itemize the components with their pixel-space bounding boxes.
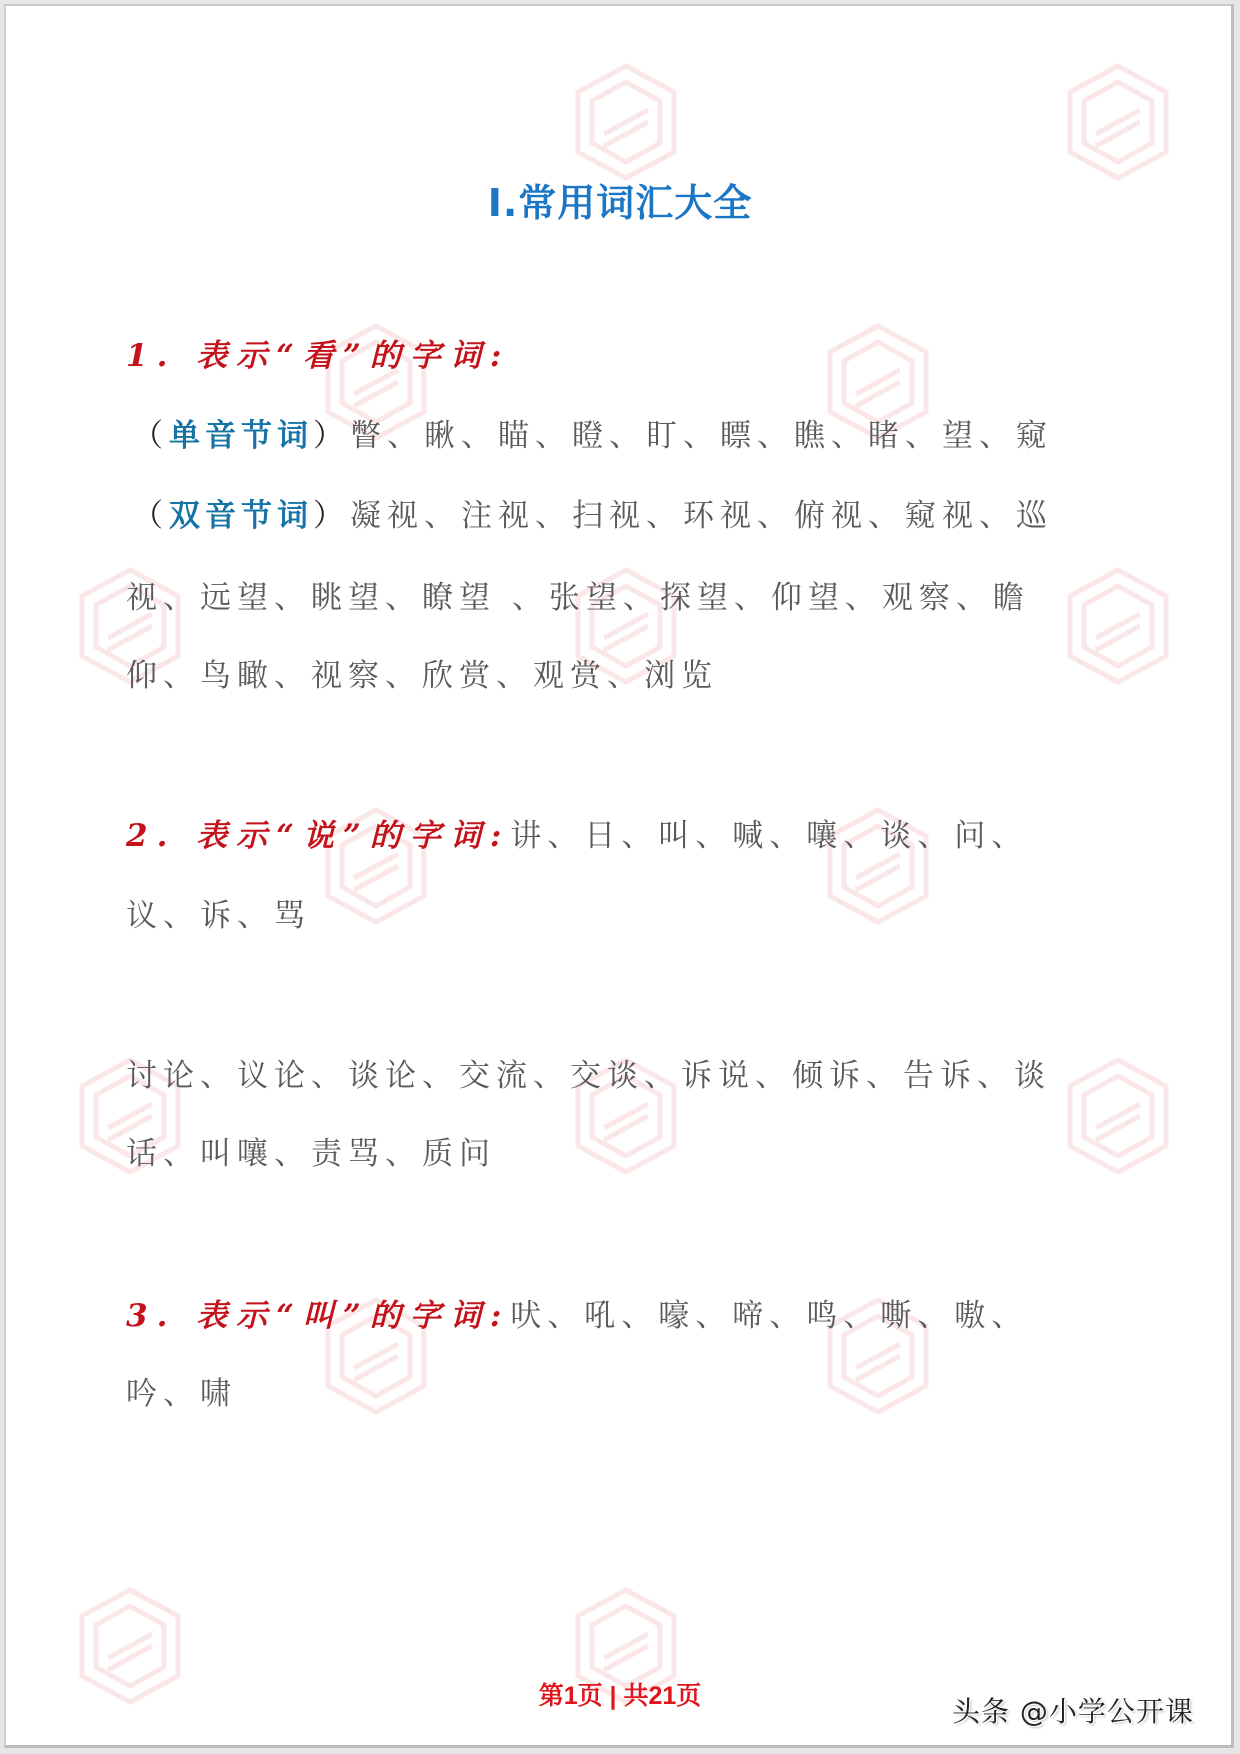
word-list: 瞥、瞅、瞄、瞪、盯、瞟、瞧、睹、望、窥 xyxy=(350,418,1053,454)
section-1 xyxy=(126,336,510,376)
source-watermark: 头条 @小学公开课 xyxy=(952,1695,1194,1728)
word-line: 吟、啸 xyxy=(126,1376,237,1412)
section-heading: 2. 表示“说”的字词: xyxy=(126,818,511,854)
word-list: 吠、吼、嚎、啼、鸣、嘶、嗷、 xyxy=(510,1298,1029,1334)
page-title: I.常用词汇大全 xyxy=(487,181,753,225)
word-line: 话、叫嚷、责骂、质问 xyxy=(126,1136,496,1172)
category-tag: 双音节词 xyxy=(169,498,313,534)
section-heading: 1. 表示“看”的字词: xyxy=(126,338,511,374)
page-indicator: 第1页 | 共21页 xyxy=(538,1682,702,1710)
hexagon-watermark-icon xyxy=(1064,566,1172,686)
hexagon-watermark-icon xyxy=(1064,62,1172,182)
close-paren: ） xyxy=(313,498,350,534)
section-3 xyxy=(126,1296,1028,1336)
section-heading: 3. 表示“叫”的字词: xyxy=(126,1298,511,1334)
category-tag: 单音节词 xyxy=(169,418,313,454)
close-paren: ） xyxy=(313,418,350,454)
hexagon-watermark-icon xyxy=(572,62,680,182)
open-paren: （ xyxy=(132,498,169,534)
word-line: 仰、鸟瞰、视察、欣赏、观赏、浏览 xyxy=(126,658,718,694)
word-line: 议、诉、骂 xyxy=(126,898,311,934)
open-paren: （ xyxy=(132,418,169,454)
word-line xyxy=(132,416,1053,456)
word-list: 凝视、注视、扫视、环视、俯视、窥视、巡 xyxy=(350,498,1053,534)
word-line: 讨论、议论、谈论、交流、交谈、诉说、倾诉、告诉、谈 xyxy=(126,1058,1051,1094)
word-list: 讲、日、叫、喊、嚷、谈、问、 xyxy=(510,818,1029,854)
section-2 xyxy=(126,816,1028,856)
word-line: 视、远望、眺望、瞭望 、张望、探望、仰望、观察、瞻 xyxy=(126,580,1030,616)
word-line xyxy=(132,496,1053,536)
hexagon-watermark-icon xyxy=(1064,1056,1172,1176)
document-page xyxy=(4,4,1234,1748)
